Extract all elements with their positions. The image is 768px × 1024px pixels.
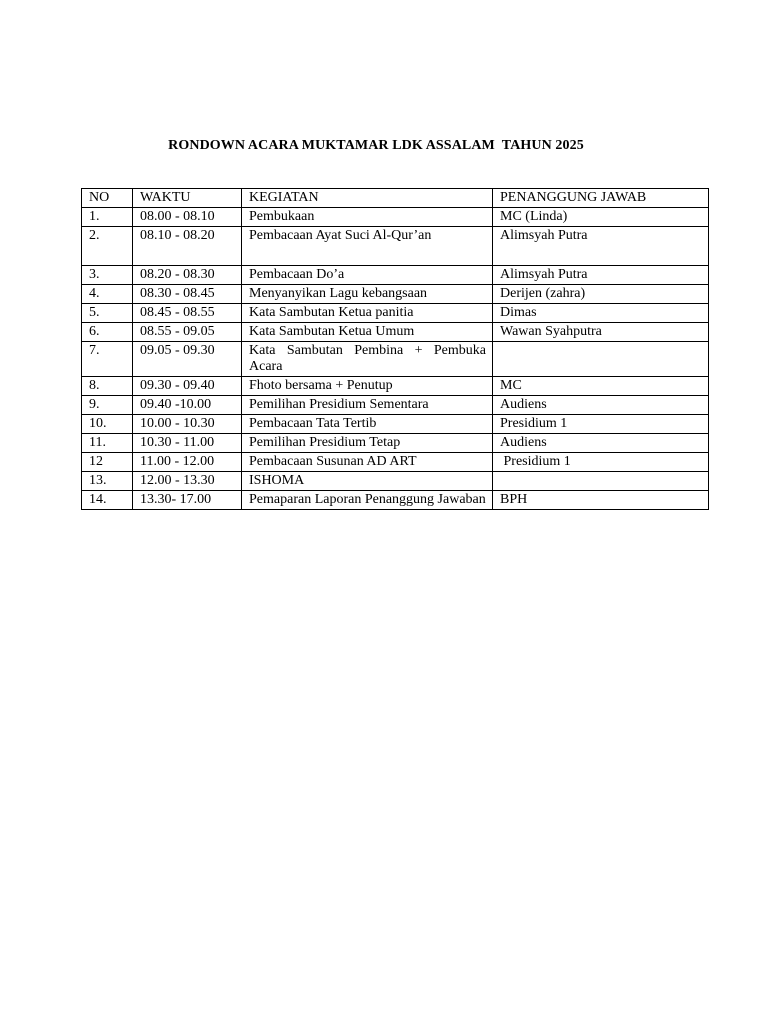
table-row — [82, 396, 709, 415]
cell-waktu: 08.30 - 08.45 — [133, 285, 242, 304]
table-row — [82, 491, 709, 510]
cell-waktu: 10.00 - 10.30 — [133, 415, 242, 434]
cell-kegiatan: Pemilihan Presidium Sementara — [242, 396, 493, 415]
table-row — [82, 415, 709, 434]
cell-penanggung-jawab: Wawan Syahputra — [493, 323, 709, 342]
cell-waktu: 12.00 - 13.30 — [133, 472, 242, 491]
cell-waktu: 09.05 - 09.30 — [133, 342, 242, 377]
table-row — [82, 342, 709, 377]
cell-waktu: 08.20 - 08.30 — [133, 266, 242, 285]
cell-no: 14. — [82, 491, 133, 510]
cell-penanggung-jawab — [493, 342, 709, 377]
cell-no: 13. — [82, 472, 133, 491]
cell-waktu: 13.30- 17.00 — [133, 491, 242, 510]
header-penanggung-jawab: PENANGGUNG JAWAB — [493, 189, 709, 208]
cell-penanggung-jawab: Alimsyah Putra — [493, 266, 709, 285]
cell-waktu: 08.55 - 09.05 — [133, 323, 242, 342]
cell-no: 1. — [82, 208, 133, 227]
table-row — [82, 323, 709, 342]
cell-penanggung-jawab: Audiens — [493, 434, 709, 453]
rundown-table — [81, 188, 709, 510]
cell-no: 9. — [82, 396, 133, 415]
table-row — [82, 434, 709, 453]
table-row — [82, 472, 709, 491]
cell-kegiatan: Pembukaan — [242, 208, 493, 227]
cell-kegiatan: Menyanyikan Lagu kebangsaan — [242, 285, 493, 304]
cell-kegiatan: Pemilihan Presidium Tetap — [242, 434, 493, 453]
cell-no: 11. — [82, 434, 133, 453]
cell-waktu: 08.10 - 08.20 — [133, 227, 242, 266]
header-kegiatan: KEGIATAN — [242, 189, 493, 208]
cell-penanggung-jawab: MC (Linda) — [493, 208, 709, 227]
cell-penanggung-jawab: Alimsyah Putra — [493, 227, 709, 266]
cell-no: 7. — [82, 342, 133, 377]
cell-no: 6. — [82, 323, 133, 342]
cell-kegiatan: Pembacaan Ayat Suci Al-Qur’an — [242, 227, 493, 266]
table-row — [82, 304, 709, 323]
cell-penanggung-jawab: Audiens — [493, 396, 709, 415]
table-row — [82, 266, 709, 285]
cell-penanggung-jawab: Dimas — [493, 304, 709, 323]
cell-penanggung-jawab: BPH — [493, 491, 709, 510]
cell-no: 8. — [82, 377, 133, 396]
cell-kegiatan: Pembacaan Susunan AD ART — [242, 453, 493, 472]
cell-no: 12 — [82, 453, 133, 472]
header-no: NO — [82, 189, 133, 208]
document-title: RONDOWN ACARA MUKTAMAR LDK ASSALAM TAHUN 2025 — [168, 138, 584, 153]
cell-kegiatan: Kata Sambutan Ketua Umum — [242, 323, 493, 342]
cell-waktu: 11.00 - 12.00 — [133, 453, 242, 472]
cell-no: 3. — [82, 266, 133, 285]
cell-kegiatan: Pembacaan Do’a — [242, 266, 493, 285]
cell-penanggung-jawab: Presidium 1 — [493, 453, 709, 472]
cell-kegiatan: ISHOMA — [242, 472, 493, 491]
cell-penanggung-jawab: Derijen (zahra) — [493, 285, 709, 304]
cell-no: 10. — [82, 415, 133, 434]
cell-no: 2. — [82, 227, 133, 266]
cell-waktu: 08.00 - 08.10 — [133, 208, 242, 227]
cell-waktu: 09.30 - 09.40 — [133, 377, 242, 396]
cell-waktu: 09.40 -10.00 — [133, 396, 242, 415]
table-row — [82, 208, 709, 227]
header-waktu: WAKTU — [133, 189, 242, 208]
cell-waktu: 08.45 - 08.55 — [133, 304, 242, 323]
cell-penanggung-jawab: MC — [493, 377, 709, 396]
cell-no: 5. — [82, 304, 133, 323]
cell-no: 4. — [82, 285, 133, 304]
cell-penanggung-jawab — [493, 472, 709, 491]
cell-kegiatan: Pemaparan Laporan Penanggung Jawaban — [242, 491, 493, 510]
table-row — [82, 285, 709, 304]
cell-kegiatan: Kata Sambutan Pembina + Pembuka Acara — [242, 342, 493, 377]
table-row — [82, 453, 709, 472]
table-header-row — [82, 189, 709, 208]
cell-waktu: 10.30 - 11.00 — [133, 434, 242, 453]
table-row — [82, 377, 709, 396]
cell-kegiatan: Kata Sambutan Ketua panitia — [242, 304, 493, 323]
cell-kegiatan: Pembacaan Tata Tertib — [242, 415, 493, 434]
cell-penanggung-jawab: Presidium 1 — [493, 415, 709, 434]
table-row — [82, 227, 709, 266]
cell-kegiatan: Fhoto bersama + Penutup — [242, 377, 493, 396]
